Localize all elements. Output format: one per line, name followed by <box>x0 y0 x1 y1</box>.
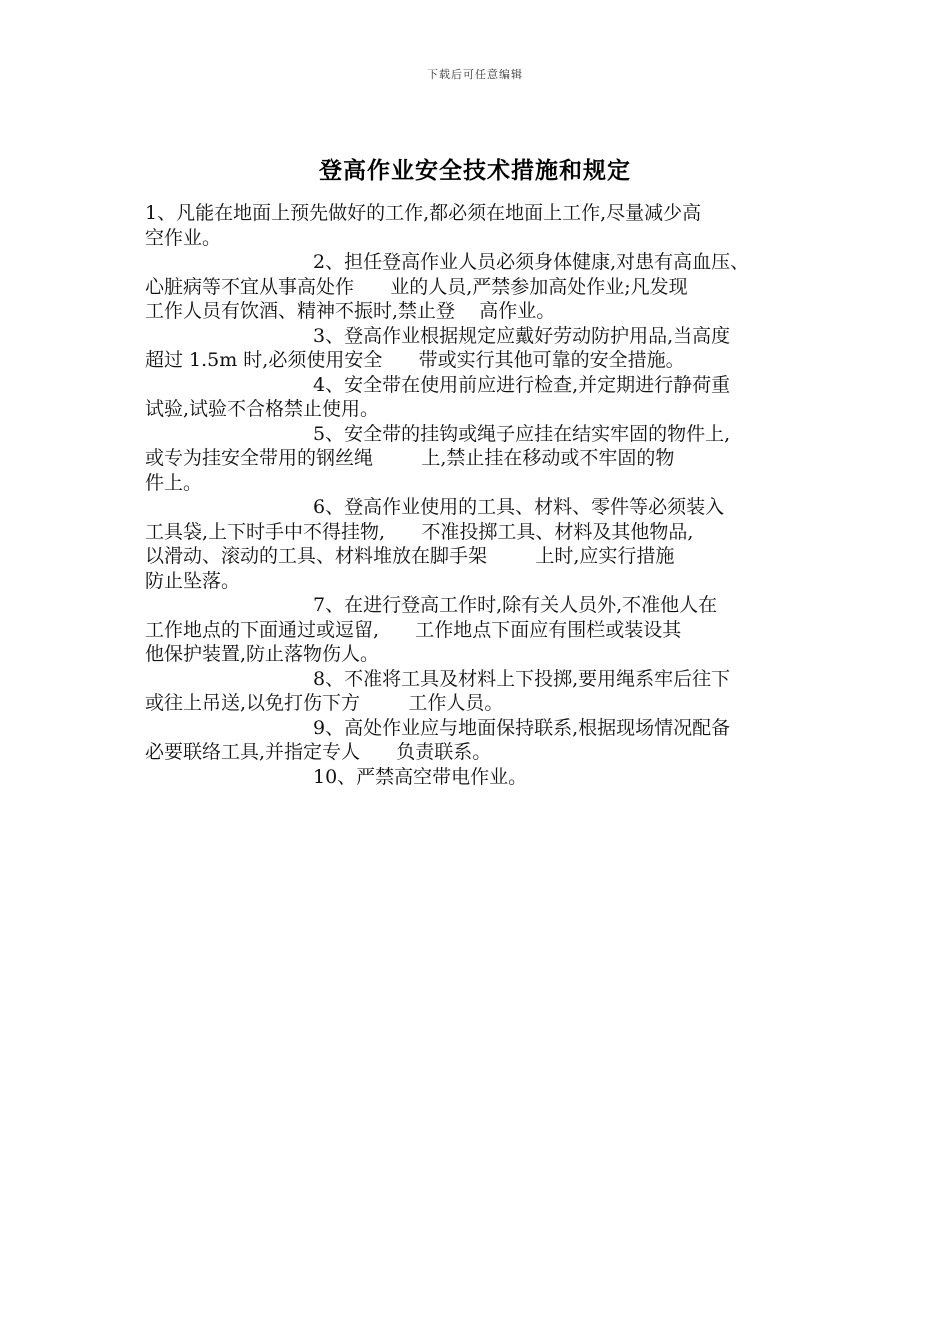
page-header: 下载后可任意编辑 <box>427 68 523 81</box>
body-line: 超过 1.5m 时,必须使用安全 带或实行其他可靠的安全措施。 <box>145 349 685 371</box>
body-line: 3、登高作业根据规定应戴好劳动防护用品,当高度 <box>313 324 731 347</box>
body-line: 工作地点的下面通过或逗留, 工作地点下面应有围栏或装设其 <box>145 618 682 641</box>
body-line: 10、严禁高空带电作业。 <box>313 765 528 788</box>
body-line: 6、登高作业使用的工具、材料、零件等必须装入 <box>313 496 725 518</box>
body-line: 工具袋,上下时手中不得挂物, 不准投掷工具、材料及其他物品, <box>145 520 694 543</box>
document-body <box>145 201 817 789</box>
body-line: 防止坠落。 <box>145 569 241 592</box>
body-line: 7、在进行登高工作时,除有关人员外,不准他人在 <box>313 594 718 616</box>
body-line: 以滑动、滚动的工具、材料堆放在脚手架 上时,应实行措施 <box>145 545 675 567</box>
body-line: 件上。 <box>145 471 203 494</box>
body-line: 或往上吊送,以免打伤下方 工作人员。 <box>145 692 504 714</box>
document-title: 登高作业安全技术措施和规定 <box>319 158 631 184</box>
body-line: 1、凡能在地面上预先做好的工作,都必须在地面上工作,尽量减少高 <box>145 202 702 224</box>
body-line: 试验,试验不合格禁止使用。 <box>145 398 380 420</box>
body-line: 9、高处作业应与地面保持联系,根据现场情况配备 <box>313 716 731 739</box>
body-line: 必要联络工具,并指定专人 负责联系。 <box>145 741 492 763</box>
body-line: 4、安全带在使用前应进行检查,并定期进行静荷重 <box>313 373 731 396</box>
body-line: 工作人员有饮酒、精神不振时,禁止登 高作业。 <box>145 300 556 322</box>
body-line: 或专为挂安全带用的钢丝绳 上,禁止挂在移动或不牢固的物 <box>145 447 675 469</box>
body-line: 空作业。 <box>145 226 222 249</box>
body-line: 5、安全带的挂钩或绳子应挂在结实牢固的物件上, <box>313 422 731 445</box>
body-line: 他保护装置,防止落物伤人。 <box>145 643 380 665</box>
body-line: 2、担任登高作业人员必须身体健康,对患有高血压、 <box>313 251 750 273</box>
body-line: 8、不准将工具及材料上下投掷,要用绳系牢后往下 <box>313 667 731 690</box>
body-line: 心脏病等不宜从事高处作 业的人员,严禁参加高处作业;凡发现 <box>145 275 688 298</box>
